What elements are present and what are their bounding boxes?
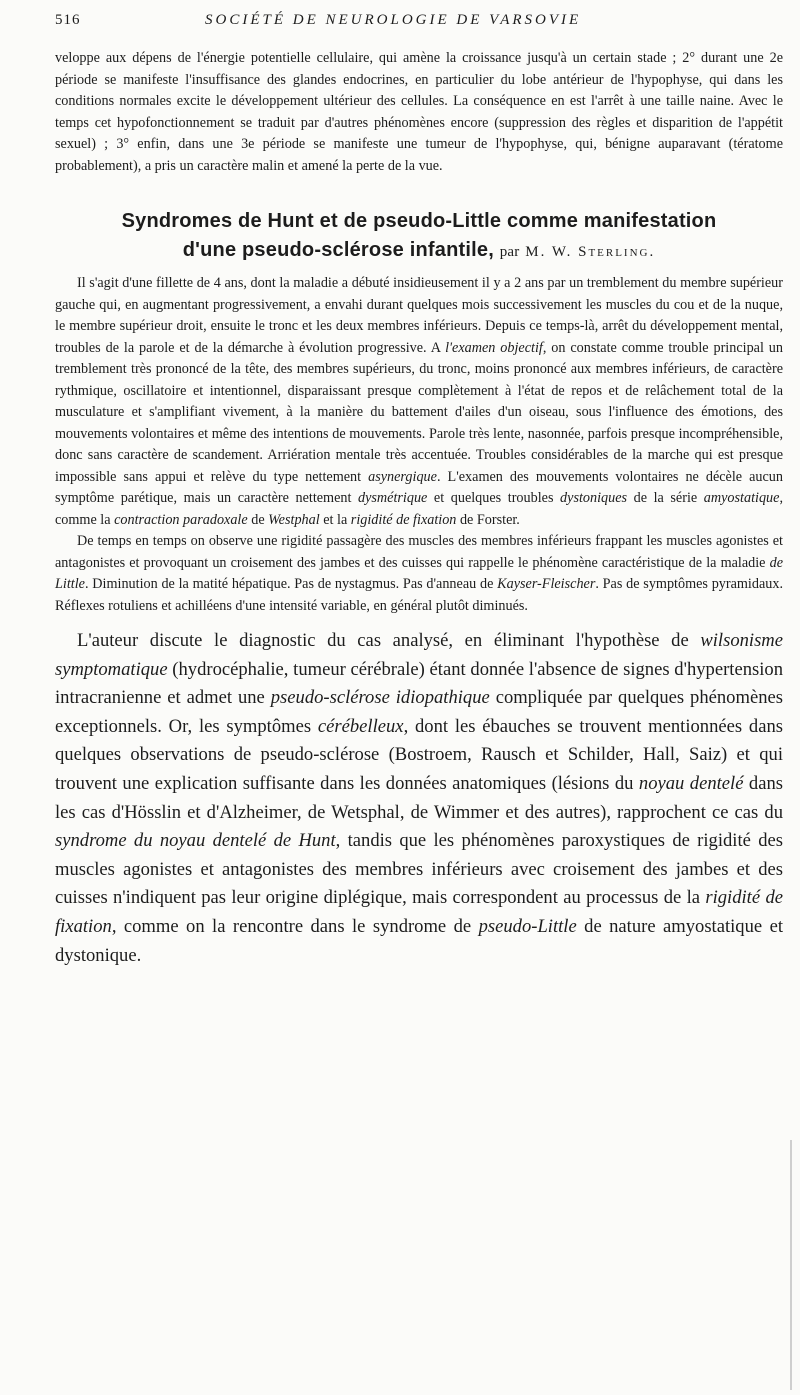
italic-run: amyostatique: [703, 490, 780, 506]
text-run: , comme la: [55, 490, 783, 528]
text-run: , comme on la rencontre dans le syndrome de: [111, 915, 479, 937]
text-run: de nature amyostatique et dystonique.: [55, 915, 783, 966]
text-run: et quelques troubles: [427, 490, 561, 506]
text-run: de Forster.: [456, 511, 520, 528]
italic-run: asynergique: [368, 468, 437, 485]
text-run: compliquée par quelques phénomènes exceptionnels. Or, les symptômes: [55, 687, 783, 737]
italic-run: contraction paradoxale: [114, 511, 248, 528]
page-header: [55, 12, 783, 48]
italic-run: rigidité de fixation: [350, 511, 457, 528]
italic-run: l'examen objectif: [445, 339, 543, 356]
article-title-line2: d'une pseudo-sclérose infantile,: [182, 239, 494, 261]
page: [55, 12, 783, 970]
article-by: par: [499, 244, 520, 260]
text-run: , dont les ébauches se trouvent mentionnées dans quelques observations de pseudo-sclérose (Bostroem, Rausch et Schilder, Hall, Saiz) et qui trouvent une explication suffisante dans les données anatomiques (lésions du: [55, 715, 783, 794]
text-run: (hydrocéphalie, tumeur cérébrale) étant donnée l'absence de signes d'hypertension intracranienne et admet une: [55, 658, 783, 709]
italic-run: Kayser-Fleischer: [497, 576, 596, 592]
paragraph-rigidity: [55, 531, 783, 617]
text-run: de: [247, 511, 269, 528]
text-run: . Pas de symptômes pyramidaux. Réflexes rotuliens et achilléens d'une intensité variable, en général plutôt diminués.: [55, 576, 784, 614]
text-run: Il s'agit d'une fillette de 4 ans, dont la maladie a débuté insidieusement il y a 2 ans par un tremblement du membre supérieur gauche qui, en augmentant progressivement, a envahi durant quelques mois successivement les muscles du cou et de la nuque, le membre supérieur droit, ensuite le tronc et les deux membres inférieurs. Depuis ce temps-là, arrêt du développement mental, troubles de la parole et de la démarche à évolution progressive. A: [55, 275, 783, 356]
text-run: et la: [319, 511, 351, 528]
italic-run: dystoniques: [560, 490, 628, 506]
article-title: [55, 207, 783, 267]
italic-run: wilsonisme symptomatique: [55, 630, 783, 680]
italic-run: rigidité de fixation: [55, 887, 783, 937]
italic-run: dysmétrique: [358, 490, 428, 506]
spacer: [55, 617, 783, 627]
text-run: De temps en temps on observe une rigidité passagère des muscles des membres inférieurs frappant les muscles agonistes et antagonistes et provoquant un croisement des jambes et des cuisses qui rappelle le phénomène caractéristique de la maladie: [55, 533, 783, 571]
page-number: 516: [55, 12, 81, 28]
italic-run: de Little: [55, 554, 783, 592]
italic-run: cérébelleux: [317, 715, 404, 737]
italic-run: noyau dentelé: [638, 772, 744, 794]
italic-run: pseudo-sclérose idiopathique: [270, 687, 490, 709]
text-run: L'auteur discute le diagnostic du cas analysé, en éliminant l'hypothèse de: [77, 630, 701, 651]
text-run: , tandis que les phénomènes paroxystiques de rigidité des muscles agonistes et antagonistes des membres inférieurs avec croisement des jambes et des cuisses n'indiquent pas leur origine diplégique, mais correspondent au processus de la: [55, 830, 783, 909]
italic-run: Westphal: [268, 511, 320, 528]
scan-edge-line: [790, 1140, 792, 1390]
text-run: dans les cas d'Hösslin et d'Alzheimer, de Wetsphal, de Wimmer et des autres), rapprochent ce cas du: [55, 772, 783, 823]
intro-paragraph: veloppe aux dépens de l'énergie potentielle cellulaire, qui amène la croissance jusqu'à un certain stade ; 2° durant une 2e période se manifeste l'insuffisance des glandes endocrines, en particulier du lobe antérieur de l'hypophyse, qui dans les conditions normales excite le développement ultérieur des cellules. La conséquence en est l'arrêt à une taille naine. Avec le temps cet hypofonctionnement se traduit par d'autres phénomènes encore (suppression des règles et disparition de l'appétit sexuel) ; 3° enfin, dans une 3e période se manifeste une tumeur de l'hypophyse, qui, bénigne auparavant (tératome probablement), a pris un caractère malin et amené la perte de la vue.: [55, 50, 783, 174]
running-title: SOCIÉTÉ DE NEUROLOGIE DE VARSOVIE: [205, 12, 582, 28]
text-run: de la série: [627, 490, 704, 506]
article-title-line1: Syndromes de Hunt et de pseudo-Little comme manifestation: [121, 210, 717, 232]
italic-run: syndrome du noyau dentelé de Hunt: [55, 830, 336, 852]
paragraph-case: [55, 273, 783, 531]
text-run: , on constate comme trouble principal un tremblement très prononcé de la tête, des membres supérieurs, du tronc, moins prononcé aux membres inférieurs, de caractère rythmique, oscillatoire et intentionnel, disparaissant presque complètement à l'état de repos et de relâchement total de la musculature et s'amplifiant vivement, à la manière du battement d'ailes d'un oiseau, sous l'influence des émotions, des mouvements volontaires et même des intentions de mouvements. Parole très lente, nasonnée, parfois presque incompréhensible, donc sans caractère de scandement. Arriération mentale très accentuée. Troubles considérables de la marche qui est presque impossible sans appui et relève du type nettement: [55, 339, 783, 485]
text-run: . Diminution de la matité hépatique. Pas de nystagmus. Pas d'anneau de: [84, 576, 498, 592]
italic-run: pseudo-Little: [478, 915, 577, 937]
paragraph-discussion: [55, 627, 783, 970]
text-run: . L'examen des mouvements volontaires ne décèle aucun symptôme parétique, mais un caractère nettement: [55, 468, 783, 506]
article-author: M. W. Sterling.: [525, 244, 656, 260]
